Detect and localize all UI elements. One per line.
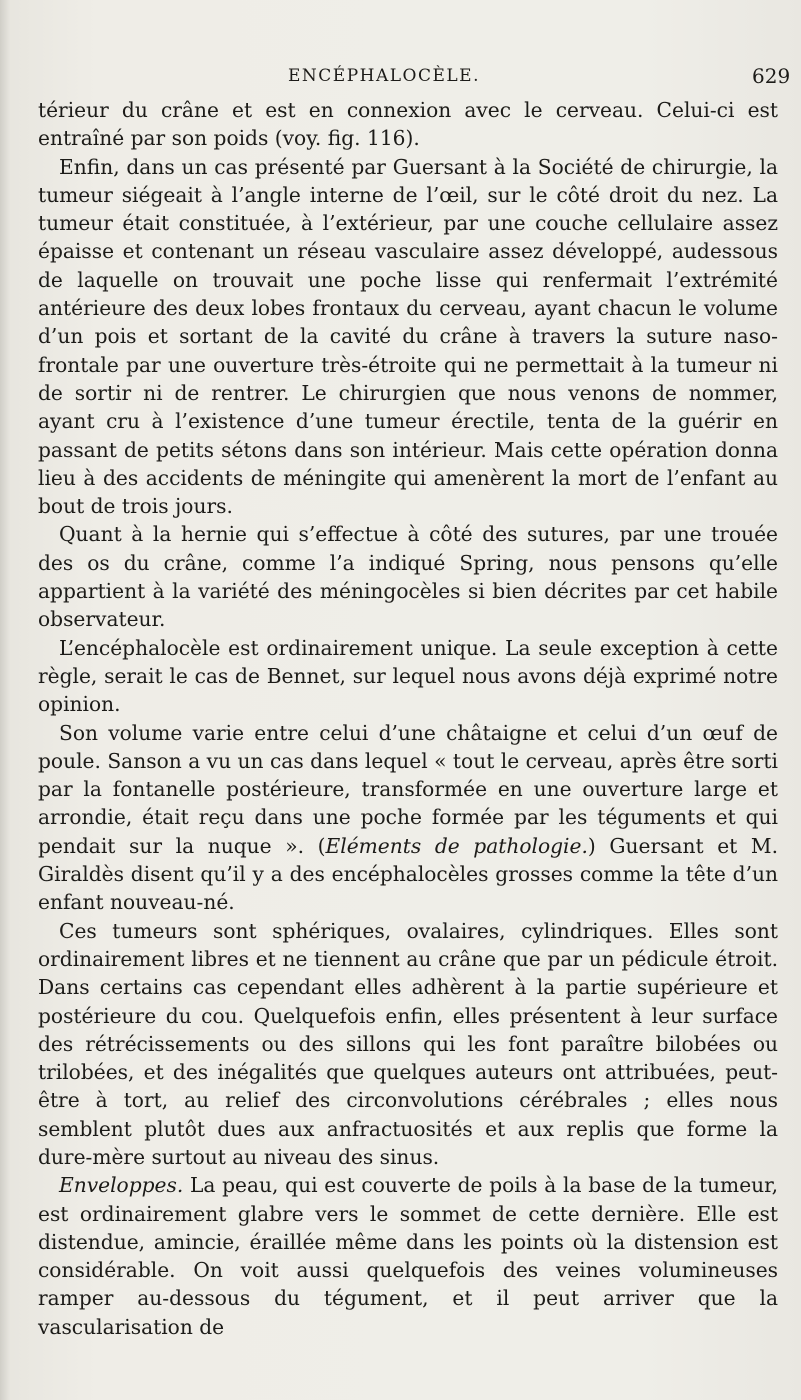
paragraph-guersant-case: Enfin, dans un cas présenté par Guersant à la Société de chirurgie, la tumeur siégeait à l’angle interne de l’œil, sur le côté droit du nez. La tumeur était constituée, à l’extérieur, par une couche cellulaire assez épaisse et contenant un réseau vasculaire assez développé, audessous de laquelle on trouvait une poche lisse qui renfermait l’extrémité antérieure des deux lobes frontaux du cerveau, ayant chacun le volume d’un pois et sortant de la cavité du crâne à travers la suture naso-frontale par une ouverture très-étroite qui ne permettait à la tumeur ni de sortir ni de rentrer. Le chirurgien que nous venons de nommer, ayant cru à l’existence d’une tumeur érectile, tenta de la guérir en passant de petits sétons dans son intérieur. Mais cette opération donna lieu à des accidents de méningite qui amenèrent la mort de l’enfant au bout de trois jours. (38, 154, 778, 519)
paragraph-enveloppes (38, 1171, 778, 1341)
paragraph-unique: L’encéphalocèle est ordinairement unique. La seule exception à cette règle, serait le cas de Bennet, sur lequel nous avons déjà exprimé notre opinion. (38, 635, 778, 717)
page-header (0, 66, 801, 96)
body-text (38, 96, 778, 1341)
paragraph-spring-hernia: Quant à la hernie qui s’effectue à côté des sutures, par une trouée des os du crâne, comme l’a indiqué Spring, nous pensons qu’elle appartient à la variété des méningocèles si bien décrites par cet habile observateur. (38, 522, 778, 632)
paragraph-shape: Ces tumeurs sont sphériques, ovalaires, cylindriques. Elles sont ordinairement libres et ne tiennent au crâne que par un pédicule étroit. Dans certains cas cependant elles adhèrent à la partie supérieure et postérieure du cou. Quelquefois enfin, elles présentent à leur surface des rétrécissements ou des sillons qui les font paraître bilobées ou trilobées, et des inégalités que quelques auteurs ont attribuées, peut-être à tort, au relief des circonvolutions cérébrales ; elles nous semblent plutôt dues aux anfractuosités et aux replis que forme la dure-mère surtout au niveau des sinus. (38, 918, 778, 1169)
page-number: 629 (752, 64, 791, 88)
paragraph-volume-text-end: ) Guersant et M. Giraldès disent qu’il y a des encéphalocèles grosses comme la tête d’un enfant nouveau-né. (38, 833, 778, 915)
paragraph-volume-citation: Eléments de pathologie. (325, 833, 588, 858)
paragraph-volume-text: Son volume varie entre celui d’une châtaigne et celui d’un œuf de poule. Sanson a vu un cas dans lequel « tout le cerveau, après être sorti par la fontanelle postérieure, transformée en une ouverture large et arrondie, était reçu dans une poche formée par les téguments et qui pendait sur la nuque ». ( (38, 720, 778, 858)
paragraph-volume (38, 719, 778, 917)
page-binding-shadow (0, 0, 10, 1400)
section-heading-enveloppes: Enveloppes. (59, 1173, 184, 1198)
paragraph-continuation: térieur du crâne et est en connexion avec le cerveau. Celui-ci est entraîné par son poids (voy. fig. 116). (38, 98, 778, 151)
paragraph-enveloppes-text: La peau, qui est couverte de poils à la base de la tumeur, est ordinairement glabre vers le sommet de cette dernière. Elle est distendue, amincie, éraillée même dans les points où la distension est considérable. On voit aussi quelquefois des veines volumineuses ramper au-dessous du tégument, et il peut arriver que la vascularisation de (38, 1173, 778, 1339)
running-title: ENCÉPHALOCÈLE. (288, 66, 480, 86)
